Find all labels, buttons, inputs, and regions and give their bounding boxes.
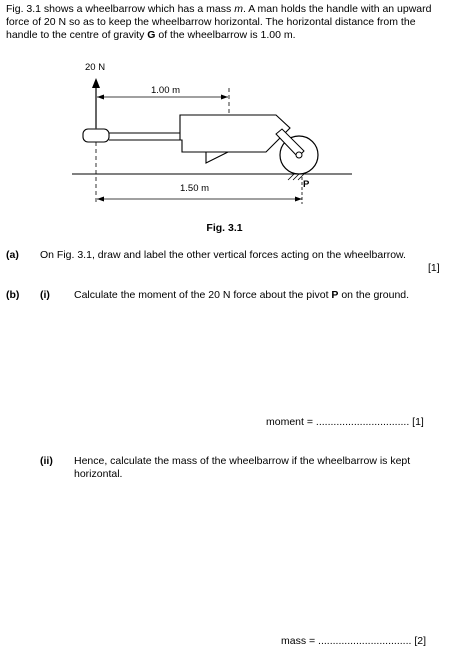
question-a-marks: [1] bbox=[428, 262, 440, 274]
pivot-hatch-2 bbox=[293, 174, 299, 180]
pivot-symbol: P bbox=[331, 289, 339, 301]
tray-body bbox=[180, 115, 290, 152]
intro-part-3: of the wheelbarrow is 1.00 m. bbox=[155, 29, 296, 41]
leg-support bbox=[206, 152, 228, 163]
question-b-ii-label: (ii) bbox=[40, 455, 53, 467]
wheelbarrow-figure bbox=[0, 0, 449, 220]
intro-part-2: . A man holds the handle with an upward force of 20 N so as to keep the wheelbarrow horizontal. The horizontal distance from the handle to the centre of gravity bbox=[6, 3, 432, 41]
mass-answer-line[interactable]: mass = ................................ [2] bbox=[281, 635, 426, 647]
dimension-top-arrow-right bbox=[221, 95, 228, 100]
question-b-i-label: (i) bbox=[40, 289, 50, 301]
question-b-i-text bbox=[74, 289, 444, 302]
pivot-hatch-1 bbox=[288, 174, 294, 180]
question-b-i-text-part-1: Calculate the moment of the 20 N force about the pivot bbox=[74, 289, 332, 301]
intro-part-1: Fig. 3.1 shows a wheelbarrow which has a mass bbox=[6, 3, 235, 15]
question-b-ii-text: Hence, calculate the mass of the wheelbarrow if the wheelbarrow is kept horizontal. bbox=[74, 455, 411, 480]
question-a-label: (a) bbox=[6, 249, 19, 261]
moment-answer-line[interactable]: moment = ................................ [1] bbox=[266, 416, 424, 428]
dimension-bottom-arrow-left bbox=[97, 197, 104, 202]
axle-hub bbox=[296, 152, 302, 158]
force-arrowhead bbox=[92, 78, 100, 88]
force-label: 20 N bbox=[85, 62, 106, 73]
dimension-bottom-label: 1.50 m bbox=[180, 183, 210, 194]
question-a-text: On Fig. 3.1, draw and label the other vertical forces acting on the wheelbarrow. bbox=[40, 249, 406, 261]
dimension-top-label: 1.00 m bbox=[151, 85, 181, 96]
dimension-bottom-arrow-right bbox=[295, 197, 302, 202]
question-b-label: (b) bbox=[6, 289, 20, 301]
dimension-top-arrow-left bbox=[97, 95, 104, 100]
mass-symbol: m bbox=[234, 3, 243, 15]
figure-caption: Fig. 3.1 bbox=[206, 222, 243, 234]
handle-grip bbox=[83, 129, 109, 142]
centre-of-gravity-symbol: G bbox=[147, 29, 156, 41]
pivot-label: P bbox=[303, 179, 310, 190]
question-b-i-text-part-2: on the ground. bbox=[338, 289, 410, 301]
